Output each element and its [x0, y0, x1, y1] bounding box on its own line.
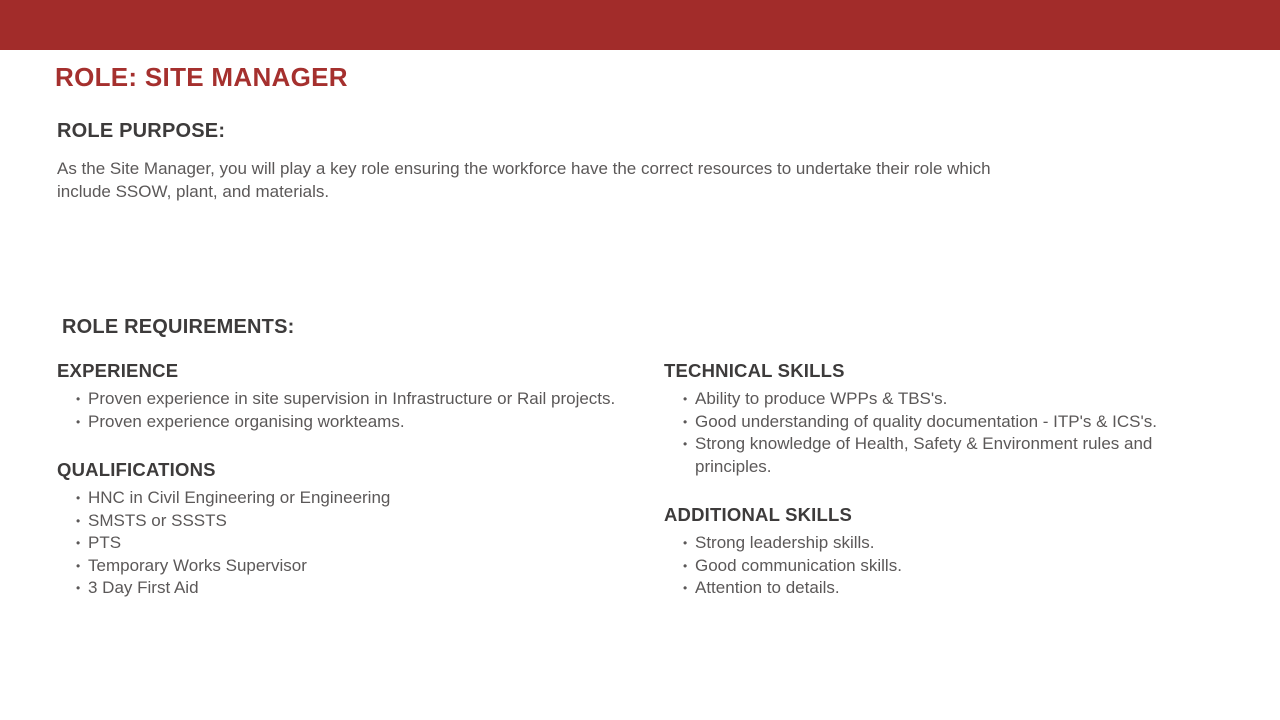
- additional-skills-heading: ADDITIONAL SKILLS: [664, 504, 853, 525]
- role-purpose-heading: ROLE PURPOSE:: [57, 120, 226, 142]
- technical-skills-heading: TECHNICAL SKILLS: [664, 360, 845, 381]
- role-purpose-body: As the Site Manager, you will play a key role ensuring the workforce have the correct resources to undertake their role which include SSOW, plant, and materials.: [57, 159, 991, 201]
- experience-list: [57, 388, 664, 433]
- list-item: • Attention to details.: [695, 577, 1195, 600]
- page-title: ROLE: SITE MANAGER: [55, 62, 348, 92]
- list-item: • Strong knowledge of Health, Safety & Environment rules and principles.: [695, 433, 1195, 478]
- list-item: • Good understanding of quality documentation - ITP's & ICS's.: [695, 411, 1195, 434]
- list-item: • SMSTS or SSSTS: [88, 510, 664, 533]
- qualifications-list: [57, 487, 664, 600]
- right-column: [664, 360, 1224, 600]
- list-item: • 3 Day First Aid: [88, 577, 664, 600]
- list-item: • Ability to produce WPPs & TBS's.: [695, 388, 1195, 411]
- qualifications-heading: QUALIFICATIONS: [57, 459, 216, 480]
- top-banner: [0, 0, 1280, 50]
- technical-skills-section: [664, 360, 1224, 478]
- list-item: • Temporary Works Supervisor: [88, 555, 664, 578]
- additional-skills-list: [664, 532, 1224, 600]
- list-item: • Proven experience in site supervision in Infrastructure or Rail projects.: [88, 388, 664, 411]
- list-item: • HNC in Civil Engineering or Engineering: [88, 487, 664, 510]
- list-item: • Strong leadership skills.: [695, 532, 1195, 555]
- qualifications-section: [57, 459, 664, 600]
- experience-heading: EXPERIENCE: [57, 360, 179, 381]
- list-item: • Good communication skills.: [695, 555, 1195, 578]
- role-requirements-heading: ROLE REQUIREMENTS:: [62, 316, 295, 338]
- experience-section: [57, 360, 664, 433]
- technical-skills-list: [664, 388, 1224, 478]
- list-item: • Proven experience organising workteams.: [88, 411, 664, 434]
- requirements-columns: [57, 360, 1250, 600]
- additional-skills-section: [664, 504, 1224, 600]
- left-column: [57, 360, 664, 600]
- list-item: • PTS: [88, 532, 664, 555]
